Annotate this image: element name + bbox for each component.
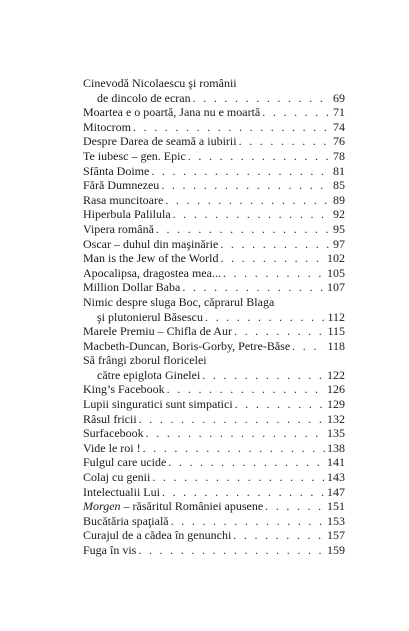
- toc-entry-page-number: 153: [327, 513, 345, 528]
- toc-entry-title-text: Despre Darea de seamă a iubirii: [83, 134, 237, 149]
- toc-entry-line: [83, 280, 345, 295]
- toc-entry: [83, 470, 345, 485]
- toc-entry: [83, 207, 345, 222]
- toc-entry-title-text: Să frângi zborul floricelei: [83, 353, 207, 368]
- dot-leader: [152, 470, 325, 485]
- toc-entry-title-text: Râsul fricii: [83, 411, 137, 426]
- dot-leader: [138, 543, 325, 558]
- toc-entry-title: [83, 149, 186, 164]
- toc-entry-line: [83, 543, 345, 558]
- toc-entry-page-number: 71: [333, 105, 345, 120]
- toc-entry-page-number: 102: [327, 251, 345, 266]
- toc-entry-title: [83, 207, 171, 222]
- toc-entry-title-text: Curajul de a cădea în genunchi: [83, 528, 232, 543]
- dot-leader: [162, 485, 325, 500]
- toc-entry-title-text: Macbeth-Duncan, Boris-Gorby, Petre-Băse: [83, 338, 291, 353]
- dot-leader: [220, 237, 331, 252]
- toc-entry-title: [83, 412, 137, 427]
- toc-entry-title-text: Fuga în vis: [83, 543, 137, 557]
- toc-entry-title: [83, 455, 166, 470]
- toc-entry-line: [83, 193, 345, 208]
- dot-leader: [205, 310, 325, 325]
- toc-entry-line: [83, 251, 345, 266]
- toc-entry-continuation-line: [83, 310, 345, 325]
- toc-entry-line: [83, 339, 345, 354]
- toc-entry-title-text: Surfacebook: [83, 426, 144, 441]
- toc-entry-page-number: 105: [327, 265, 345, 280]
- toc-entry-page-number: 76: [333, 134, 345, 149]
- toc-entry-line: [83, 485, 345, 500]
- toc-entry-page-number: 126: [327, 382, 345, 397]
- toc-entry-page-number: 143: [327, 470, 345, 485]
- toc-entry-line: [83, 149, 345, 164]
- toc-entry: [83, 528, 345, 543]
- toc-entry-page-number: 95: [333, 221, 345, 236]
- toc-entry-page-number: 141: [327, 455, 345, 470]
- toc-entry-title-continuation: şi plutonierul Băsescu: [97, 309, 203, 324]
- toc-entry-title: [83, 339, 290, 354]
- dot-leader: [146, 426, 325, 441]
- dot-leader: [151, 164, 331, 179]
- toc-entry: [83, 353, 345, 382]
- toc-entry: [83, 134, 345, 149]
- toc-entry-title-continuation: către epiglota Ginelei: [97, 367, 201, 382]
- dot-leader: [156, 222, 331, 237]
- toc-entry-title: [83, 164, 149, 179]
- toc-entry: [83, 426, 345, 441]
- toc-entry: [83, 105, 345, 120]
- toc-entry-page-number: 97: [333, 236, 345, 251]
- toc-entry-title-text: Sfânta Doime: [83, 163, 150, 178]
- dot-leader: [223, 266, 325, 281]
- toc-entry-page-number: 138: [327, 440, 345, 455]
- dot-leader: [265, 499, 325, 514]
- toc-entry-title-text: Vipera română: [83, 221, 154, 236]
- dot-leader: [143, 441, 325, 456]
- dot-leader: [165, 193, 331, 208]
- toc-entry-title: [83, 237, 218, 252]
- toc-entry-page-number: 135: [327, 426, 345, 441]
- toc-entry-page-number: 78: [333, 148, 345, 163]
- toc-entry-line: [83, 120, 345, 135]
- toc-entry-title-text: Vide le roi !: [83, 440, 141, 455]
- toc-entry-title: [83, 528, 231, 543]
- toc-entry-title: [83, 441, 141, 456]
- toc-entry-continuation-line: [83, 368, 345, 383]
- toc-entry-title-text: King’s Facebook: [83, 382, 165, 397]
- toc-entry-page-number: 69: [333, 90, 345, 105]
- toc-entry: [83, 193, 345, 208]
- toc-entry-title-text: Moartea e o poartă, Jana nu e moartă: [83, 105, 261, 120]
- toc-entry: [83, 514, 345, 529]
- toc-entry-page-number: 89: [333, 192, 345, 207]
- toc-entry-title-text: Fără Dumnezeu: [83, 178, 160, 193]
- toc-entry-title: [83, 499, 263, 514]
- dot-leader: [161, 178, 331, 193]
- toc-entry-page-number: 157: [327, 528, 345, 543]
- dot-leader: [171, 514, 325, 529]
- toc-entry: [83, 164, 345, 179]
- toc-entry-page-number: 132: [327, 411, 345, 426]
- toc-entry-title-text: Mitocrom: [83, 119, 131, 134]
- toc-entry: [83, 543, 345, 558]
- toc-entry-title: [83, 105, 260, 120]
- toc-entry: [83, 237, 345, 252]
- toc-entry-title-text: – răsăritul României apusene: [120, 499, 264, 514]
- dot-leader: [139, 412, 325, 427]
- dot-leader: [233, 528, 325, 543]
- toc-entry-continuation-line: [83, 91, 345, 106]
- toc-entry: [83, 295, 345, 324]
- toc-entry-title: [83, 353, 207, 368]
- toc-entry-page-number: 92: [333, 207, 345, 222]
- toc-entry-page-number: 159: [327, 543, 345, 557]
- toc-entry-title: [83, 543, 136, 558]
- toc-entry-page-number: 74: [333, 119, 345, 134]
- toc-entry-title: [83, 514, 169, 529]
- toc-entry-title: [83, 178, 159, 193]
- dot-leader: [188, 149, 331, 164]
- toc-entry-title-continuation: de dincolo de ecran: [97, 90, 191, 105]
- toc-entry-line: [83, 207, 345, 222]
- toc-entry-title: [83, 120, 131, 135]
- toc-entry-title: [83, 397, 233, 412]
- toc-entry-line: [83, 412, 345, 427]
- toc-entry-title-text: Te iubesc – gen. Epic: [83, 148, 186, 163]
- toc-entry-title-text: Fulgul care ucide: [83, 455, 167, 470]
- toc-entry-title: [83, 295, 274, 310]
- toc-entry: [83, 120, 345, 135]
- toc-entry-title-text: Nimic despre sluga Boc, căprarul Blaga: [83, 294, 275, 309]
- toc-entry-line: [83, 178, 345, 193]
- toc-entry-title-text: Man is the Jew of the World: [83, 251, 219, 266]
- dot-leader: [220, 251, 325, 266]
- toc-entry: [83, 251, 345, 266]
- toc-entry-title-text: Oscar – duhul din maşinărie: [83, 236, 219, 251]
- toc-entry-page-number: 115: [327, 324, 345, 339]
- toc-entry-line: [83, 397, 345, 412]
- dot-leader: [168, 455, 325, 470]
- dot-leader: [133, 120, 331, 135]
- toc-entry-title-text: Hiperbula Palilula: [83, 207, 171, 222]
- toc-entry-line: [83, 134, 345, 149]
- toc-entry: [83, 499, 345, 514]
- toc-entry-line: [83, 426, 345, 441]
- toc-entry-title-italic: Morgen: [83, 499, 121, 514]
- toc-entry-line: [83, 324, 345, 339]
- toc-entry-page-number: 85: [333, 178, 345, 193]
- toc-entry-title-text: Bucătăria spaţială: [83, 513, 169, 528]
- toc-entry-title: [83, 426, 144, 441]
- toc-entry-title: [83, 324, 232, 339]
- toc-entry-line: [83, 237, 345, 252]
- toc-entry: [83, 149, 345, 164]
- toc-entry: [83, 76, 345, 105]
- dot-leader: [262, 105, 331, 120]
- toc-entry-line: [83, 222, 345, 237]
- toc-entry: [83, 397, 345, 412]
- toc-entry: [83, 222, 345, 237]
- dot-leader: [202, 368, 325, 383]
- toc-entry-title-text: Lupii singuratici sunt simpatici: [83, 397, 233, 412]
- toc-entry: [83, 178, 345, 193]
- toc-entry-title: [83, 266, 221, 281]
- toc-entry-line: [83, 528, 345, 543]
- toc-entry: [83, 266, 345, 281]
- toc-entry-page-number: 107: [327, 280, 345, 295]
- dot-leader: [182, 280, 325, 295]
- toc-entry-page-number: 151: [327, 499, 345, 514]
- toc-entry-line: [83, 499, 345, 514]
- dot-leader: [239, 134, 331, 149]
- dot-leader: [292, 339, 325, 354]
- toc-entry-title: [83, 222, 154, 237]
- toc-entry-title-text: Cinevodă Nicolaescu şi românii: [83, 76, 237, 90]
- toc-entry-line: [83, 295, 345, 310]
- toc-entry-title-text: Intelectualii Lui: [83, 484, 160, 499]
- toc-entry-line: [83, 455, 345, 470]
- toc-entry: [83, 280, 345, 295]
- toc-entry-line: [83, 514, 345, 529]
- toc-entry-title: [83, 134, 237, 149]
- toc-entry-line: [83, 105, 345, 120]
- dot-leader: [235, 397, 325, 412]
- toc-entry: [83, 382, 345, 397]
- toc-entry-line: [83, 164, 345, 179]
- table-of-contents: [83, 76, 345, 558]
- dot-leader: [167, 382, 325, 397]
- toc-entry-line: [83, 353, 345, 368]
- dot-leader: [173, 207, 331, 222]
- toc-entry: [83, 441, 345, 456]
- toc-entry-title: [83, 76, 237, 91]
- toc-entry-title: [83, 280, 180, 295]
- toc-entry-line: [83, 470, 345, 485]
- toc-entry-page-number: 81: [333, 163, 345, 178]
- toc-entry: [83, 324, 345, 339]
- toc-entry-line: [83, 266, 345, 281]
- toc-entry-title: [83, 485, 160, 500]
- toc-entry-page-number: 118: [327, 338, 345, 353]
- toc-entry-title-text: Marele Premiu – Chifla de Aur: [83, 324, 232, 339]
- toc-entry: [83, 339, 345, 354]
- toc-entry-page-number: 129: [327, 397, 345, 412]
- toc-entry-title-text: Apocalipsa, dragostea mea...: [83, 265, 221, 280]
- toc-entry: [83, 485, 345, 500]
- toc-entry-line: [83, 441, 345, 456]
- toc-entry-title-text: Colaj cu genii: [83, 470, 151, 485]
- toc-entry-title-text: Rasa muncitoare: [83, 192, 164, 207]
- dot-leader: [234, 324, 325, 339]
- toc-entry: [83, 455, 345, 470]
- toc-entry-page-number: 112: [327, 309, 345, 324]
- toc-entry-title: [83, 470, 150, 485]
- toc-entry-page-number: 122: [327, 367, 345, 382]
- toc-entry-line: [83, 76, 345, 91]
- toc-entry-title-text: Million Dollar Baba: [83, 280, 181, 295]
- dot-leader: [193, 91, 331, 106]
- toc-entry-page-number: 147: [327, 484, 345, 499]
- toc-entry-title: [83, 382, 165, 397]
- toc-entry-line: [83, 382, 345, 397]
- toc-entry: [83, 412, 345, 427]
- toc-entry-title: [83, 251, 218, 266]
- toc-entry-title: [83, 193, 163, 208]
